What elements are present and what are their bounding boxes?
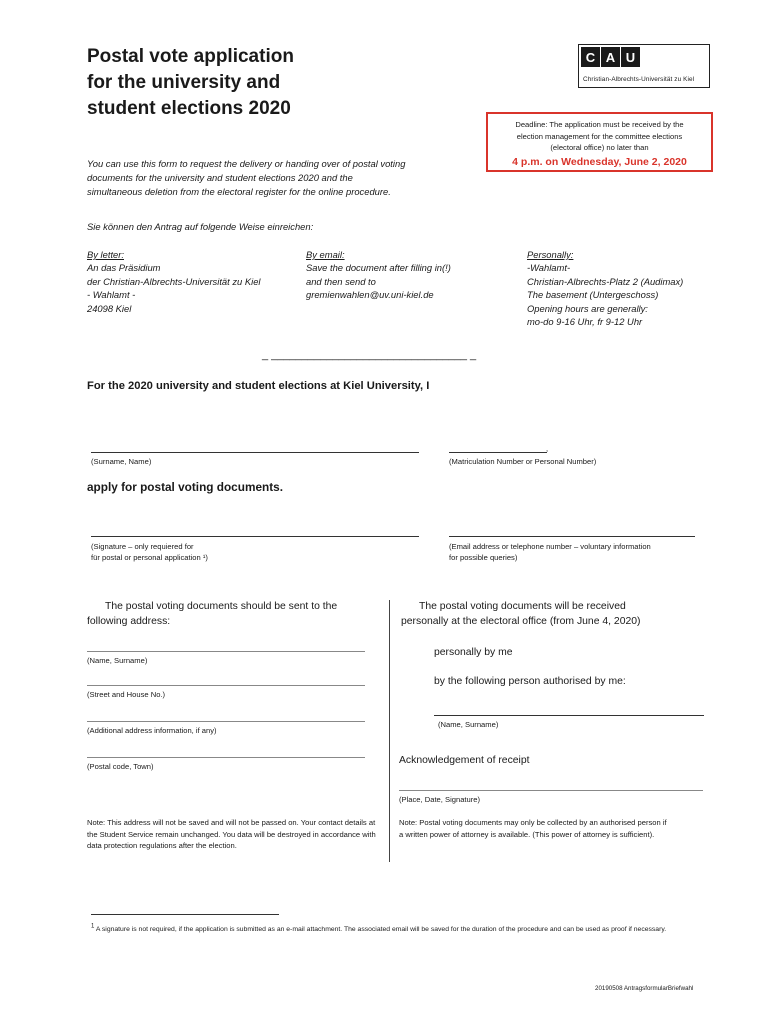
postal-name-caption: (Name, Surname) [87,656,148,665]
personal-line-5: mo-do 9-16 Uhr, fr 9-12 Uhr [527,316,643,328]
submit-by-letter [87,248,261,315]
personal-line-1: -Wahlamt- [527,262,571,274]
signature-field[interactable] [91,536,419,537]
email-line-2: and then send to [306,275,376,287]
authorised-name-caption: (Name, Surname) [438,720,499,729]
additional-address-caption: (Additional address information, if any) [87,726,217,735]
personal-collection-heading [401,599,701,629]
personal-line-3: The basement (Untergeschoss) [527,289,659,301]
postal-code-town-field[interactable] [87,757,365,758]
column-separator [389,600,390,862]
title-line-1: Postal vote application [87,46,294,67]
page-title [87,44,387,122]
submit-note: Sie können den Antrag auf folgende Weise einreichen: [87,221,314,232]
matriculation-caption: (Matriculation Number or Personal Number) [449,457,597,466]
personal-heading-line-2: personally at the electoral office (from June 4, 2020) [401,616,641,627]
intro-text: You can use this form to request the delivery or handing over of postal voting documents for the university and student elections 2020 and the simultaneous deletion from the electoral register for the online procedure. [87,158,406,197]
signature-caption-line-1: (Signature – only requiered for [91,542,194,551]
submit-personally [527,248,683,328]
footnote-rule [91,914,279,915]
contact-field[interactable] [449,536,695,537]
email-address-link[interactable]: gremienwahlen@uv.uni-kiel.de [306,289,434,301]
contact-caption [449,541,651,563]
deadline-line-3: (electoral office) no later than [550,143,649,152]
street-field[interactable] [87,685,365,686]
additional-address-field[interactable] [87,721,365,722]
personal-heading-line-1: The postal voting documents will be received [419,601,626,612]
postal-name-field[interactable] [87,651,365,652]
email-line-1: Save the document after filling in(!) [306,262,451,274]
letter-line-2: der Christian-Albrechts-Universität zu Kiel [87,275,261,287]
place-date-caption: (Place, Date, Signature) [399,795,481,804]
apply-statement: apply for postal voting documents. [87,480,283,494]
logo-letter-c: C [581,47,600,67]
cau-logo [578,44,710,88]
place-date-signature-field[interactable] [399,790,703,791]
title-line-2: for the university and [87,72,281,93]
footnote-text: A signature is not required, if the application is submitted as an e-mail attachment. The associated email will be saved for the duration of the procedure and can be used as proof if necessary. [95,926,667,933]
contact-caption-line-2: for possible queries) [449,553,518,562]
postal-heading-line-2: following address: [87,616,171,627]
personal-line-4: Opening hours are generally: [527,302,648,314]
street-caption: (Street and House No.) [87,690,166,699]
personal-line-2: Christian-Albrechts-Platz 2 (Audimax) [527,275,684,287]
option-authorised-person[interactable]: by the following person authorised by me: [434,676,626,687]
postal-note: Note: This address will not be saved and will not be passed on. Your contact details at the Student Service remain unchanged. You data will be destroyed in accordance with data protection regulations after the election. [87,818,376,850]
signature-caption-line-2: für postal or personal application ¹) [91,553,208,562]
surname-caption: (Surname, Name) [91,457,152,466]
deadline-line-2: election management for the committee elections [516,131,683,141]
section-divider: _ ________________________________ _ [262,349,477,361]
authorised-person-name-field[interactable] [434,715,704,716]
deadline-box [486,112,713,172]
cau-logo-letters [581,47,641,67]
surname-name-field[interactable] [91,452,419,453]
title-line-3: student elections 2020 [87,98,291,119]
matriculation-number-field[interactable] [449,452,547,453]
letter-line-4: 24098 Kiel [87,302,132,314]
logo-university-name: Christian-Albrechts-Universität zu Kiel [583,76,695,83]
letter-line-1: An das Präsidium [87,262,161,274]
logo-letter-u: U [621,47,640,67]
personal-heading: Personally: [527,249,574,260]
signature-caption [91,541,208,563]
deadline-date: 4 p.m. on Wednesday, June 2, 2020 [512,155,687,168]
letter-line-3: - Wahlamt - [87,289,136,301]
document-reference: 20190508 AntragsformularBriefwahl [595,985,694,992]
letter-heading: By letter: [87,249,124,260]
contact-caption-line-1: (Email address or telephone number – voluntary information [449,542,651,551]
postal-delivery-heading [87,599,387,629]
postal-code-caption: (Postal code, Town) [87,762,154,771]
deadline-line-1: Deadline: The application must be received by the [515,120,684,129]
postal-heading-line-1: The postal voting documents should be sent to the [105,601,338,612]
footnote-marker: 1 [91,923,95,930]
for-elections-statement: For the 2020 university and student elections at Kiel University, I [87,380,430,392]
acknowledgement-heading: Acknowledgement of receipt [399,755,530,766]
logo-letter-a: A [601,47,620,67]
footnote [91,924,706,936]
matriculation-comma: , [546,444,549,453]
option-personally-by-me[interactable]: personally by me [434,647,513,658]
collection-note: Note: Postal voting documents may only be collected by an authorised person if a written power of attorney is available. (This power of attorney is sufficient). [399,818,667,839]
submit-by-email [306,248,451,302]
email-heading: By email: [306,249,345,260]
